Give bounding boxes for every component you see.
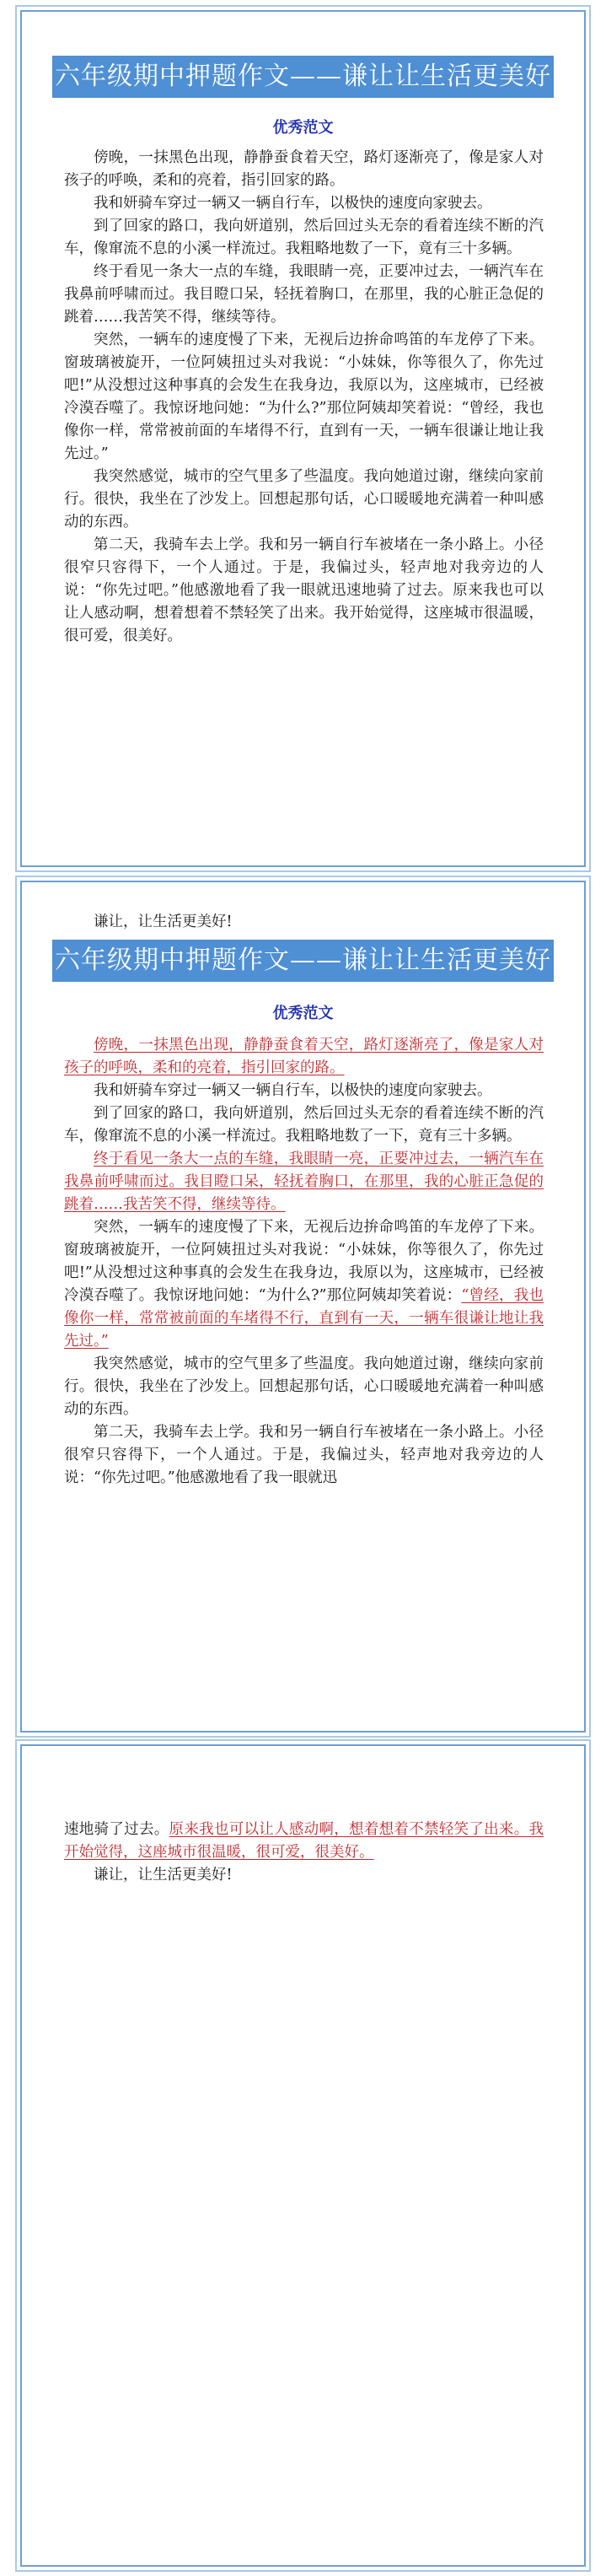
paragraph: 我和妍骑车穿过一辆又一辆自行车，以极快的速度向家驶去。 — [94, 195, 492, 212]
slogan: 谦让，让生活更美好! — [94, 913, 233, 930]
closing-line: 谦让，让生活更美好! — [94, 1867, 233, 1883]
paragraph: 终于看见一条大一点的车缝，我眼睛一亮，正要冲过去，一辆汽车在我鼻前呼啸而过。我目瞪口呆，轻抚着胸口，在那里，我的心脏正急促的跳着……我苦笑不得，继续等待。 — [64, 263, 544, 326]
page-1 — [20, 10, 586, 867]
paragraph: 突然，一辆车的速度慢了下来，无视后边拚命鸣笛的车龙停了下来。窗玻璃被旋开，一位阿姨扭过头对我说：“小妹妹，你等很久了，你先过吧!”从没想过这种事真的会发生在我身边，我原以为，这座城市，已经被冷漠吞噬了。我惊讶地问她：“为什么?”那位阿姨却笑着说：“曾经，我也像你一样，常常被前面的车堵得不行，直到有一天，一辆车很谦让地让我先过。” — [64, 331, 544, 462]
paragraph-text: 速地骑了过去。 — [64, 1821, 169, 1838]
title-banner: 六年级期中押题作文——谦让让生活更美好 — [52, 56, 554, 98]
page-3 — [20, 1744, 586, 2567]
paragraph: 第二天，我骑车去上学。我和另一辆自行车被堵在一条小路上。小径很窄只容得下，一个人通过。于是，我偏过头，轻声地对我旁边的人说：“你先过吧。”他感激地看了我一眼就迅 — [64, 1424, 544, 1486]
highlighted-sentence: 原来我也可以让人感动啊，想着想着不禁轻笑了出来。我开始觉得，这座城市很温暖，很可爱，很美好。 — [64, 1821, 544, 1861]
paragraph — [64, 1216, 544, 1353]
subtitle: 优秀范文 — [272, 1005, 334, 1022]
paragraph — [64, 1819, 544, 1864]
paragraph: 我突然感觉，城市的空气里多了些温度。我向她道过谢，继续向家前行。很快，我坐在了沙发上。回想起那句话，心口暖暖地充满着一种叫感动的东西。 — [64, 1355, 544, 1418]
essay-body-annotated — [64, 1034, 544, 1490]
page-2 — [20, 881, 586, 1733]
paragraph — [64, 1034, 544, 1080]
paragraph: 傍晚，一抹黑色出现，静静蚕食着天空，路灯逐渐亮了，像是家人对孩子的呼唤，柔和的亮着，指引回家的路。 — [64, 149, 544, 189]
title-banner: 六年级期中押题作文——谦让让生活更美好 — [52, 940, 554, 982]
paragraph: 到了回家的路口，我向妍道别，然后回过头无奈的看着连续不断的汽车，像窜流不息的小溪一样流过。我粗略地数了一下，竟有三十多辆。 — [64, 1105, 544, 1145]
highlighted-sentence: 傍晚，一抹黑色出现，静静蚕食着天空，路灯逐渐亮了，像是家人对孩子的呼唤，柔和的亮着，指引回家的路。 — [64, 1037, 544, 1076]
paragraph: 我和妍骑车穿过一辆又一辆自行车，以极快的速度向家驶去。 — [94, 1082, 492, 1099]
essay-body-continued — [64, 1819, 544, 1887]
highlighted-sentence: 终于看见一条大一点的车缝，我眼睛一亮，正要冲过去，一辆汽车在我鼻前呼啸而过。我目瞪口呆，轻抚着胸口，在那里，我的心脏正急促的跳着……我苦笑不得，继续等待。 — [64, 1151, 544, 1213]
paragraph: 到了回家的路口，我向妍道别，然后回过头无奈的看着连续不断的汽车，像窜流不息的小溪一样流过。我粗略地数了一下，竟有三十多辆。 — [64, 218, 544, 257]
paragraph-text: 突然，一辆车的速度慢了下来，无视后边拚命鸣笛的车龙停了下来。窗玻璃被旋开，一位阿姨扭过头对我说：“小妹妹，你等很久了，你先过吧!”从没想过这种事真的会发生在我身边，我原以为，这座城市，已经被冷漠吞噬了。我惊讶地问她：“为什么?”那位阿姨却笑着说： — [64, 1219, 544, 1304]
essay-body — [64, 147, 544, 648]
paragraph — [64, 1148, 544, 1216]
subtitle: 优秀范文 — [272, 119, 334, 137]
paragraph: 第二天，我骑车去上学。我和另一辆自行车被堵在一条小路上。小径很窄只容得下，一个人通过。于是，我偏过头，轻声地对我旁边的人说：“你先过吧。”他感激地看了我一眼就迅速地骑了过去。原来我也可以让人感动啊，想着想着不禁轻笑了出来。我开始觉得，这座城市很温暖，很可爱，很美好。 — [64, 536, 544, 644]
paragraph: 我突然感觉，城市的空气里多了些温度。我向她道过谢，继续向家前行。很快，我坐在了沙发上。回想起那句话，心口暖暖地充满着一种叫感动的东西。 — [64, 468, 544, 531]
highlighted-sentence: “曾经，我也像你一样，常常被前面的车堵得不行，直到有一天，一辆车很谦让地让我先过。” — [64, 1287, 544, 1350]
